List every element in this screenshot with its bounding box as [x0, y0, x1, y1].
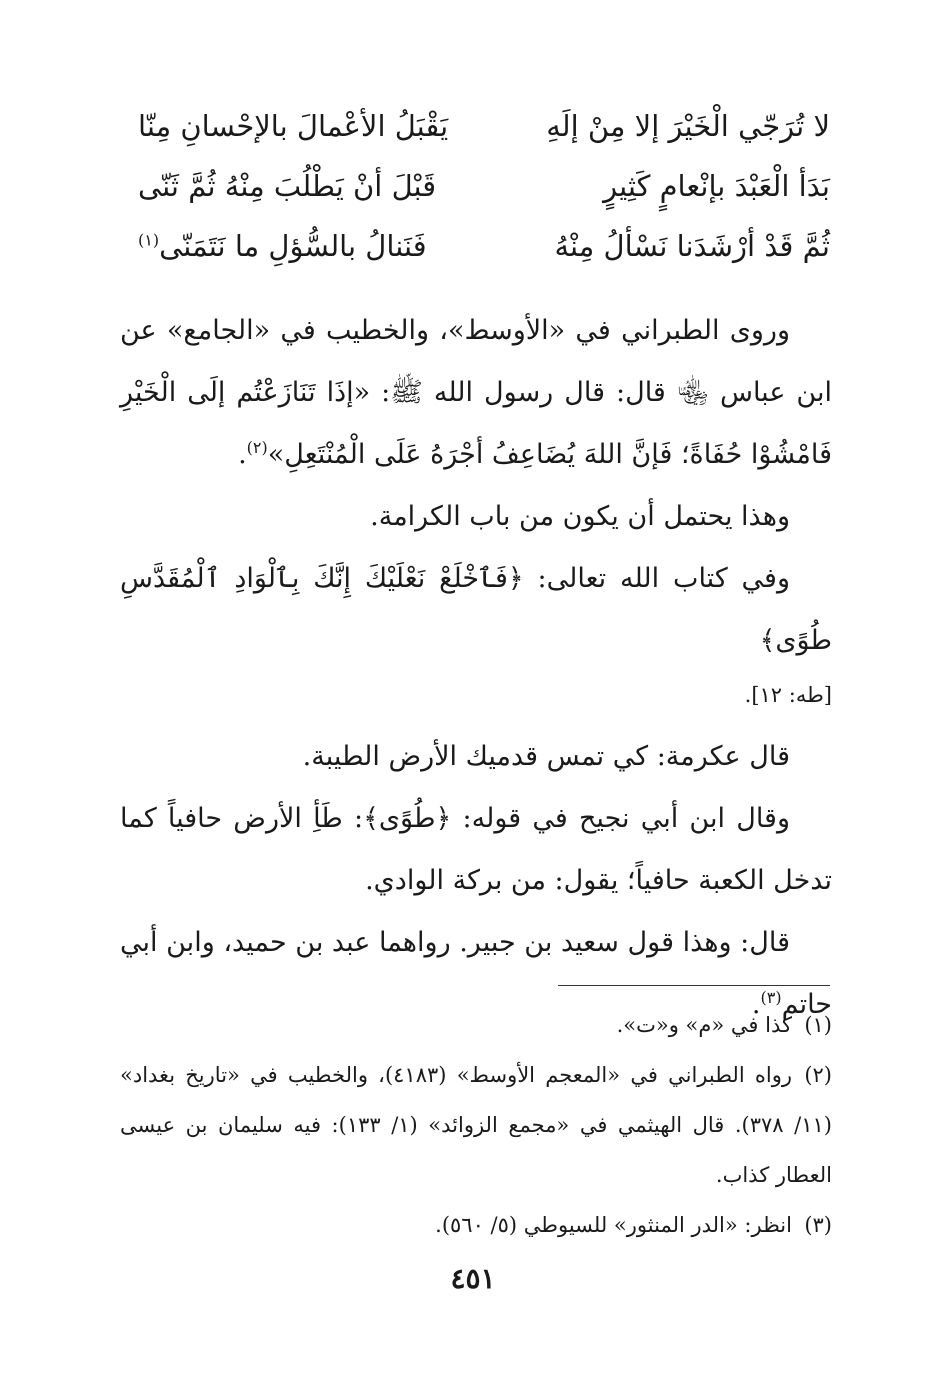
footnote-text: انظر: «الدر المنثور» للسيوطي (٥/ ٥٦٠). — [435, 1213, 792, 1237]
footnote-marker[interactable]: (١) — [138, 230, 160, 250]
paragraph-end: . — [751, 989, 761, 1020]
page-number: ٤٥١ — [450, 1262, 496, 1295]
verse-text: قَبْلَ أنْ يَطْلُبَ مِنْهُ ثُمَّ ثَنّى — [138, 169, 437, 203]
paragraph — [120, 300, 832, 486]
verse-reference: [طه: ١٢]. — [744, 683, 832, 707]
poem — [120, 96, 830, 276]
footnote-text: رواه الطبراني في «المعجم الأوسط» (٤١٨٣)، والخطيب في «تاريخ بغداد» (١١/ ٣٧٨). قال الهيثمي في «مجمع الزوائد» (١/ ١٣٣): فيه سليمان بن عيسى العطار كذاب. — [120, 1063, 832, 1187]
verse-text: فَنَنالُ بالسُّؤلِ ما نَتَمَنّى — [159, 229, 427, 263]
verse-second-hemistich — [138, 96, 448, 156]
footnote — [120, 1050, 832, 1200]
paragraph-text: وفي كتاب الله تعالى: ﴿فَٱخْلَعْ نَعْلَيْكَ إِنَّكَ بِٱلْوَادِ ٱلْمُقَدَّسِ طُوًى﴾ — [120, 563, 832, 656]
footnote-marker[interactable]: (٣) — [760, 988, 782, 1007]
paragraph-end: . — [238, 439, 247, 470]
paragraph-text: وروى الطبراني في «الأوسط»، والخطيب في «الجامع» عن ابن عباس ﵄ قال: قال رسول الله ﷺ: «إذَا تَنَازَعْتُم إلَى الْخَيْرِ فَامْشُوْا حُفَاةً؛ فَإنَّ اللهَ يُضَاعِفُ أجْرَهُ عَلَى الْمُنْتَعِلِ» — [120, 315, 832, 470]
verse-second-hemistich — [138, 216, 427, 276]
verse-row — [120, 96, 830, 156]
verse-row — [120, 156, 830, 216]
footnote-divider — [558, 985, 830, 986]
paragraph — [120, 726, 832, 788]
footnote — [120, 1200, 832, 1250]
footnote-number: (٢) — [804, 1063, 832, 1087]
paragraph-text: قال: وهذا قول سعيد بن جبير. رواهما عبد بن حميد، وابن أبي حاتم — [120, 927, 832, 1020]
verse-text: يَقْبَلُ الأعْمالَ بالإحْسانِ مِنّا — [138, 109, 449, 143]
footnote-text: كذا في «م» و«ت». — [616, 1013, 792, 1037]
paragraph-text: وقال ابن أبي نجيح في قوله: ﴿طُوًى﴾: طَأِ الأرض حافياً كما تدخل الكعبة حافياً؛ يقول: من بركة الوادي. — [120, 803, 832, 896]
footnote-number: (١) — [804, 1013, 832, 1037]
main-text — [120, 300, 832, 1036]
paragraph — [120, 788, 832, 912]
footnote — [120, 1000, 832, 1050]
verse-second-hemistich — [138, 156, 436, 216]
paragraph — [120, 486, 832, 548]
footnotes — [120, 1000, 832, 1250]
footnote-number: (٣) — [804, 1213, 832, 1237]
paragraph-text: وهذا يحتمل أن يكون من باب الكرامة. — [370, 501, 790, 532]
paragraph — [120, 548, 832, 672]
footnote-marker[interactable]: (٢) — [246, 438, 268, 457]
verse-row — [120, 216, 830, 276]
verse-first-hemistich: لا تُرَجّي الْخَيْرَ إلا مِنْ إلَهِ — [546, 109, 830, 143]
verse-first-hemistich: بَدَأ الْعَبْدَ بإنْعامٍ كَثِيرٍ — [603, 169, 830, 203]
verse-first-hemistich: ثُمَّ قَدْ أرْشَدَنا نَسْألُ مِنْهُ — [554, 229, 830, 263]
paragraph-text: قال عكرمة: كي تمس قدميك الأرض الطيبة. — [302, 741, 790, 772]
